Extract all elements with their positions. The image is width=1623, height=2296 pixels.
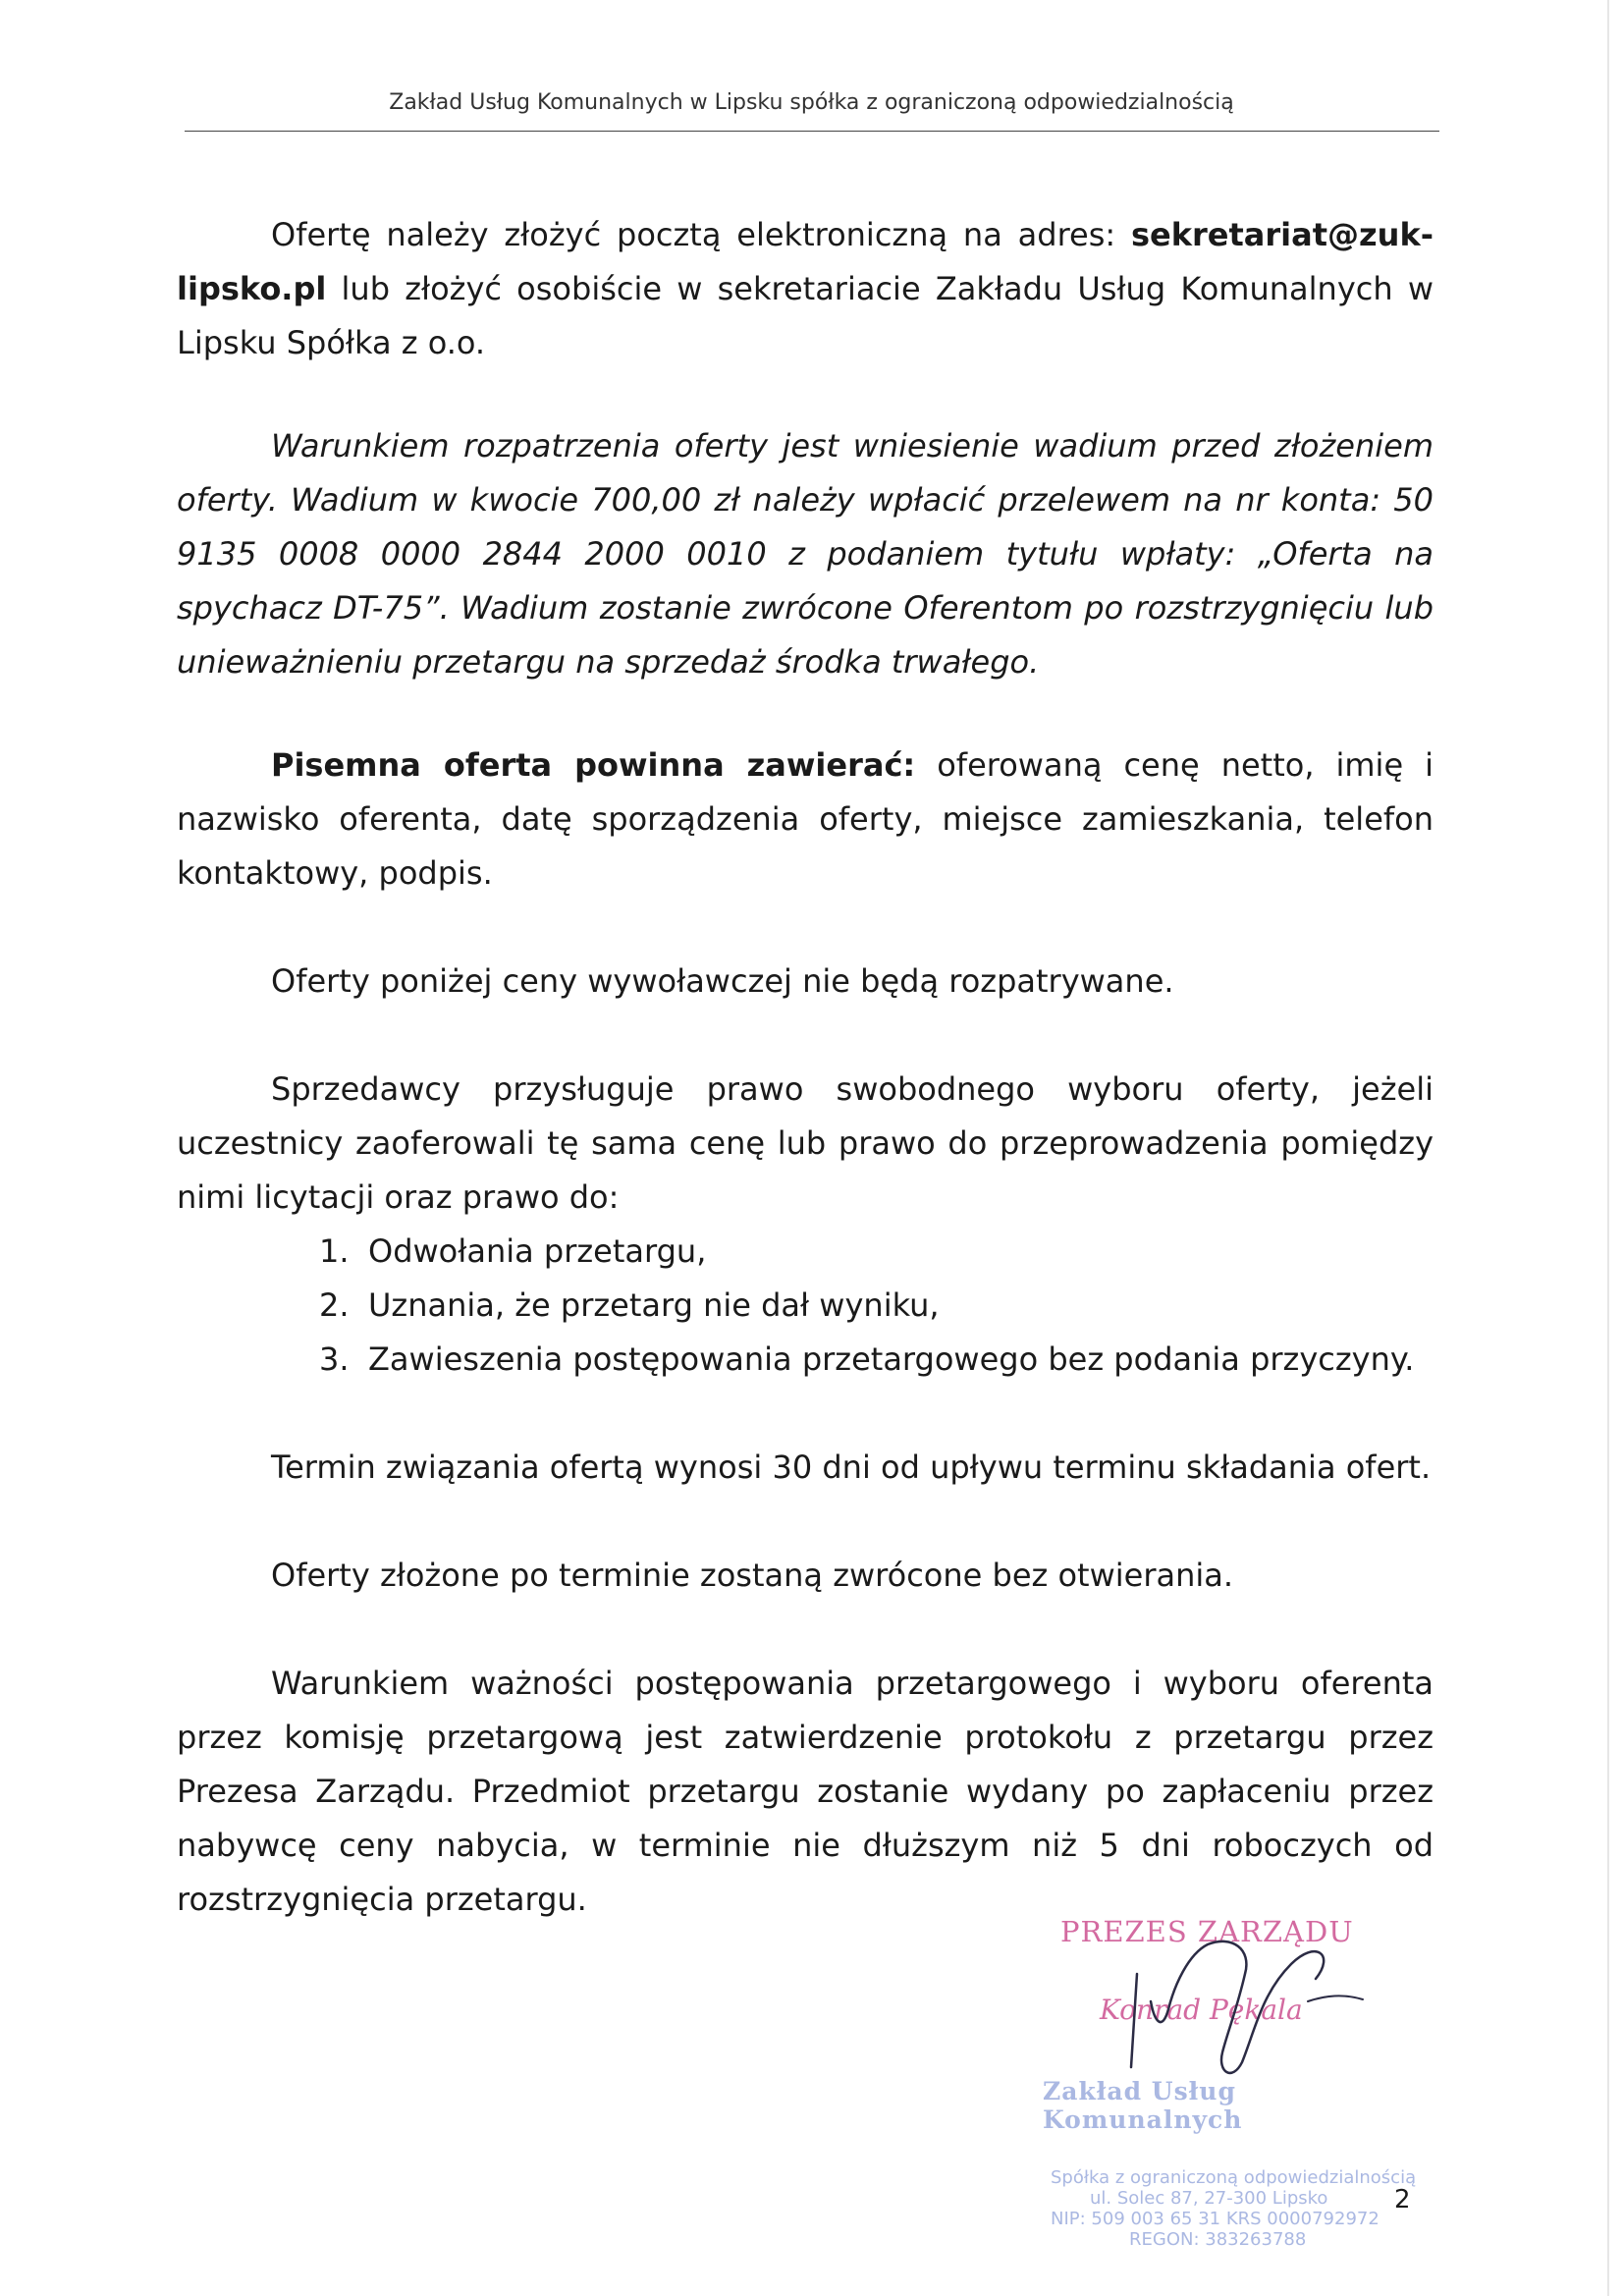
paragraph-seller-rights: Sprzedawcy przysługuje prawo swobodnego wyboru oferty, jeżeli uczestnicy zaoferowali tę sama cenę lub prawo do przeprowadzenia pomiędzy nimi licytacji oraz prawo do: <box>177 1070 1434 1216</box>
list-number: 1. <box>319 1232 350 1270</box>
company-stamp-form: Spółka z ograniczoną odpowiedzialnością <box>1051 2167 1417 2188</box>
list-item <box>319 1225 1434 1279</box>
stamp-title: PREZES ZARZĄDU <box>1060 1915 1354 1948</box>
paragraph-validity: Warunkiem ważności postępowania przetargowego i wyboru oferenta przez komisję przetargową jest zatwierdzenie protokołu z przetargu przez Prezesa Zarządu. Przedmiot przetargu zostanie wydany po zapłaceniu przez nabywcę ceny nabycia, w terminie nie dłuższym niż 5 dni roboczych od rozstrzygnięcia przetargu. <box>177 1665 1434 1918</box>
offer-contents-label: Pisemna oferta powinna zawierać: <box>271 746 916 784</box>
paragraph-deposit: Warunkiem rozpatrzenia oferty jest wniesienie wadium przed złożeniem oferty. Wadium w kwocie 700,00 zł należy wpłacić przelewem na nr konta: 50 9135 0008 0000 2844 2000 0010 z podaniem tytułu wpłaty: „Oferta na spychacz DT-75”. Wadium zostanie zwrócone Oferentom po rozstrzygnięciu lub unieważnieniu przetargu na sprzedaż środka trwałego. <box>177 427 1434 681</box>
company-stamp-address: ul. Solec 87, 27-300 Lipsko <box>1090 2188 1328 2209</box>
company-stamp-regon: REGON: 383263788 <box>1129 2229 1307 2250</box>
list-item <box>319 1333 1434 1387</box>
header-divider <box>185 131 1439 132</box>
list-text: Zawieszenia postępowania przetargowego bez podania przyczyny. <box>368 1340 1415 1378</box>
submission-rest: lub złożyć osobiście w sekretariacie Zakładu Usług Komunalnych w Lipsku Spółka z o.o. <box>177 270 1434 361</box>
list-number: 3. <box>319 1340 350 1378</box>
page-header: Zakład Usług Komunalnych w Lipsku spółka z ograniczoną odpowiedzialnością <box>389 90 1234 115</box>
stamp-name: Konrad Pękala <box>1100 1994 1303 2026</box>
list-text: Odwołania przetargu, <box>368 1232 707 1270</box>
offer-contents-text: oferowaną cenę netto, imię i nazwisko oferenta, datę sporządzenia oferty, miejsce zamieszkania, telefon kontaktowy, podpis. <box>177 746 1434 892</box>
paragraph-offer-contents <box>177 738 1434 901</box>
paragraph-min-price: Oferty poniżej ceny wywoławczej nie będą rozpatrywane. <box>271 962 1174 1000</box>
company-stamp-name: Zakład Usług Komunalnych <box>1043 2077 1243 2134</box>
paragraph-submission <box>177 208 1434 370</box>
rights-list <box>177 1225 1434 1387</box>
list-item <box>319 1279 1434 1333</box>
submission-lead: Ofertę należy złożyć pocztą elektroniczną na adres: <box>271 216 1131 253</box>
submission-email: sekretariat@zuk-lipsko.pl <box>177 216 1434 307</box>
paragraph-late-offers: Oferty złożone po terminie zostaną zwrócone bez otwierania. <box>271 1557 1234 1594</box>
document-body <box>177 208 1434 1927</box>
signature-icon <box>1080 1915 1394 2092</box>
company-stamp-ids: NIP: 509 003 65 31 KRS 0000792972 <box>1051 2209 1380 2229</box>
paragraph-binding-period: Termin związania ofertą wynosi 30 dni od upływu terminu składania ofert. <box>271 1449 1432 1486</box>
company-stamp <box>1031 2077 1443 2250</box>
page-edge <box>1607 0 1609 2296</box>
list-text: Uznania, że przetarg nie dał wyniku, <box>368 1286 940 1324</box>
page-number: 2 <box>1394 2185 1411 2214</box>
list-number: 2. <box>319 1286 350 1324</box>
